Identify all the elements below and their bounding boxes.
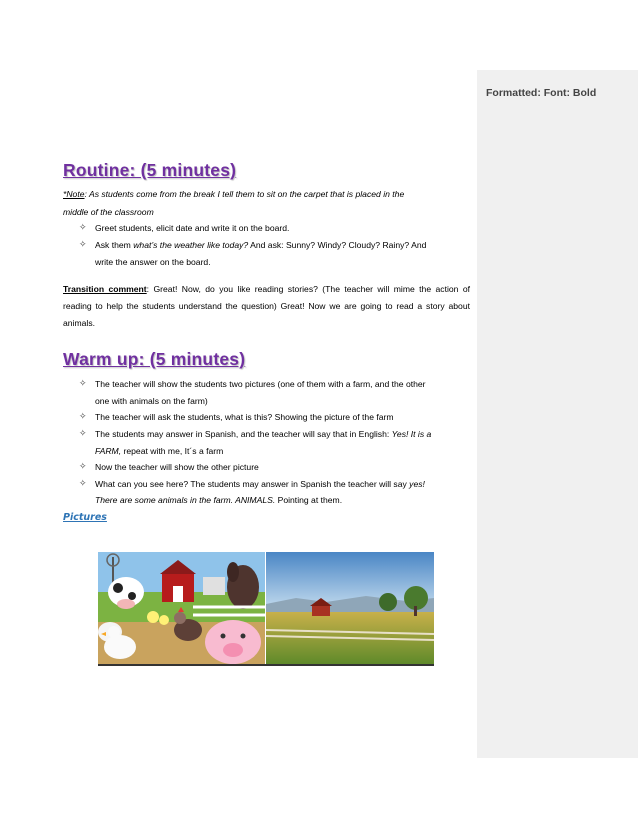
bullet-icon: ✧ (79, 478, 87, 488)
warmup-heading: Warm up: (5 minutes) (63, 349, 246, 369)
bullet-icon: ✧ (79, 461, 87, 471)
bullet-icon: ✧ (79, 411, 87, 421)
routine-bullet-2 (95, 239, 426, 251)
bullet-icon: ✧ (79, 378, 87, 388)
routine-heading: Routine: (5 minutes) (63, 160, 237, 180)
text-run: FARM, (95, 446, 122, 456)
transition-label: Transition comment (63, 284, 147, 294)
comment-title: Formatted: Font: Bold (486, 87, 597, 99)
note-line-2: middle of the classroom (63, 207, 154, 217)
farm-animals-picture (98, 552, 265, 664)
text-run: And ask: Sunny? Windy? Cloudy? Rainy? And (248, 240, 427, 250)
routine-bullet-1: Greet students, elicit date and write it on the board. (95, 223, 290, 233)
text-run: There are some animals in the farm. ANIMALS. (95, 495, 276, 505)
warmup-bullet-5-cont (95, 494, 342, 506)
note-line-1 (63, 188, 404, 200)
picture-divider (98, 664, 434, 666)
routine-bullet-2-cont: write the answer on the board. (95, 257, 211, 267)
warmup-bullet-3-cont (95, 445, 223, 457)
text-run: yes! (409, 479, 425, 489)
bullet-icon: ✧ (79, 428, 87, 438)
bullet-icon: ✧ (79, 222, 87, 232)
text-run: The students may answer in Spanish, and the teacher will say that in English: (95, 429, 392, 439)
text-run: repeat with me, It´s a farm (121, 446, 224, 456)
warmup-bullet-5 (95, 478, 425, 490)
pictures-label: Pictures (63, 512, 107, 523)
transition-text: : Great! Now, do you like reading stories? (The teacher will mime the action of reading to help the students understand the question) Great! Now we are going to read a story about animals. (63, 284, 471, 328)
warmup-bullet-3 (95, 428, 431, 440)
warmup-bullet-2: The teacher will ask the students, what is this? Showing the picture of the farm (95, 412, 394, 422)
comment-pane (477, 70, 638, 758)
text-run: Pointing at them. (275, 495, 343, 505)
note-label: *Note (63, 189, 85, 199)
warmup-bullet-1: The teacher will show the students two pictures (one of them with a farm, and the other (95, 379, 426, 389)
text-run: Yes! It is a (391, 429, 432, 439)
note-text-1: : As students come from the break I tell them to sit on the carpet that is placed in the (84, 189, 405, 199)
warmup-bullet-4: Now the teacher will show the other picture (95, 462, 259, 472)
weather-question: what’s the weather like today? (133, 240, 249, 250)
warmup-bullet-1-cont: one with animals on the farm) (95, 396, 208, 406)
bullet-icon: ✧ (79, 239, 87, 249)
farm-landscape-picture (266, 552, 434, 664)
text-run: Ask them (95, 240, 134, 250)
text-run: What can you see here? The students may answer in Spanish the teacher will say (95, 479, 410, 489)
transition-paragraph (63, 281, 470, 332)
